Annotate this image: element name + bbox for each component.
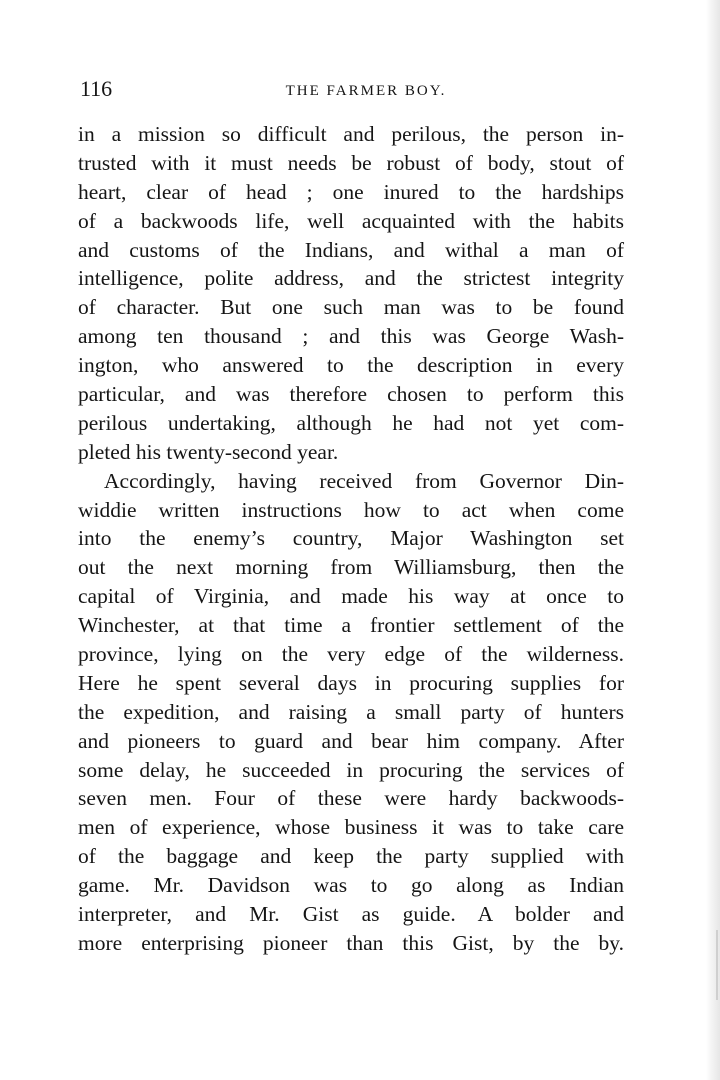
- text-line: province, lying on the very edge of the wilderness.: [78, 642, 624, 667]
- text-line: the expedition, and raising a small party of hunters: [78, 699, 624, 724]
- text-line: and pioneers to guard and bear him company. After: [78, 728, 624, 753]
- text-line: widdie written instructions how to act when come: [78, 497, 624, 522]
- page-edge-shadow: [706, 0, 720, 1080]
- text-line: out the next morning from Williamsburg, then the: [78, 555, 624, 580]
- paragraph-end-line: pleted his twenty-second year.: [78, 439, 339, 464]
- text-line: heart, clear of head ; one inured to the hardships: [78, 179, 624, 204]
- page-number: 116: [80, 76, 113, 101]
- page-edge-mark: [716, 930, 718, 1000]
- running-head: [80, 74, 628, 104]
- text-line: interpreter, and Mr. Gist as guide. A bolder and: [78, 902, 624, 927]
- text-line: of character. But one such man was to be found: [78, 295, 624, 320]
- text-line: particular, and was therefore chosen to perform this: [78, 382, 624, 407]
- text-line: perilous undertaking, although he had not yet com-: [78, 410, 624, 435]
- text-line: game. Mr. Davidson was to go along as Indian: [78, 873, 624, 898]
- text-line: Here he spent several days in procuring supplies for: [78, 670, 624, 695]
- text-line: and customs of the Indians, and withal a man of: [78, 237, 624, 262]
- text-line: Winchester, at that time a frontier settlement of the: [78, 613, 624, 638]
- text-line: of the baggage and keep the party supplied with: [78, 844, 624, 869]
- text-line: some delay, he succeeded in procuring the services of: [78, 757, 624, 782]
- text-line: intelligence, polite address, and the strictest integrity: [78, 266, 624, 291]
- text-line: capital of Virginia, and made his way at once to: [78, 584, 624, 609]
- paragraph-start-line: Accordingly, having received from Governor Din-: [104, 468, 624, 493]
- text-line: men of experience, whose business it was to take care: [78, 815, 624, 840]
- body-text: [78, 120, 624, 958]
- running-title: THE FARMER BOY.: [285, 83, 447, 99]
- text-line: among ten thousand ; and this was George Wash-: [78, 324, 624, 349]
- text-line: more enterprising pioneer than this Gist, by the by.: [78, 930, 624, 955]
- text-line: of a backwoods life, well acquainted with the habits: [78, 208, 624, 233]
- text-line: in a mission so difficult and perilous, the person in-: [78, 122, 624, 146]
- text-line: ington, who answered to the description in every: [78, 353, 624, 378]
- text-line: trusted with it must needs be robust of body, stout of: [78, 150, 624, 175]
- text-line: into the enemy’s country, Major Washington set: [78, 526, 624, 551]
- text-line: seven men. Four of these were hardy backwoods-: [78, 786, 624, 811]
